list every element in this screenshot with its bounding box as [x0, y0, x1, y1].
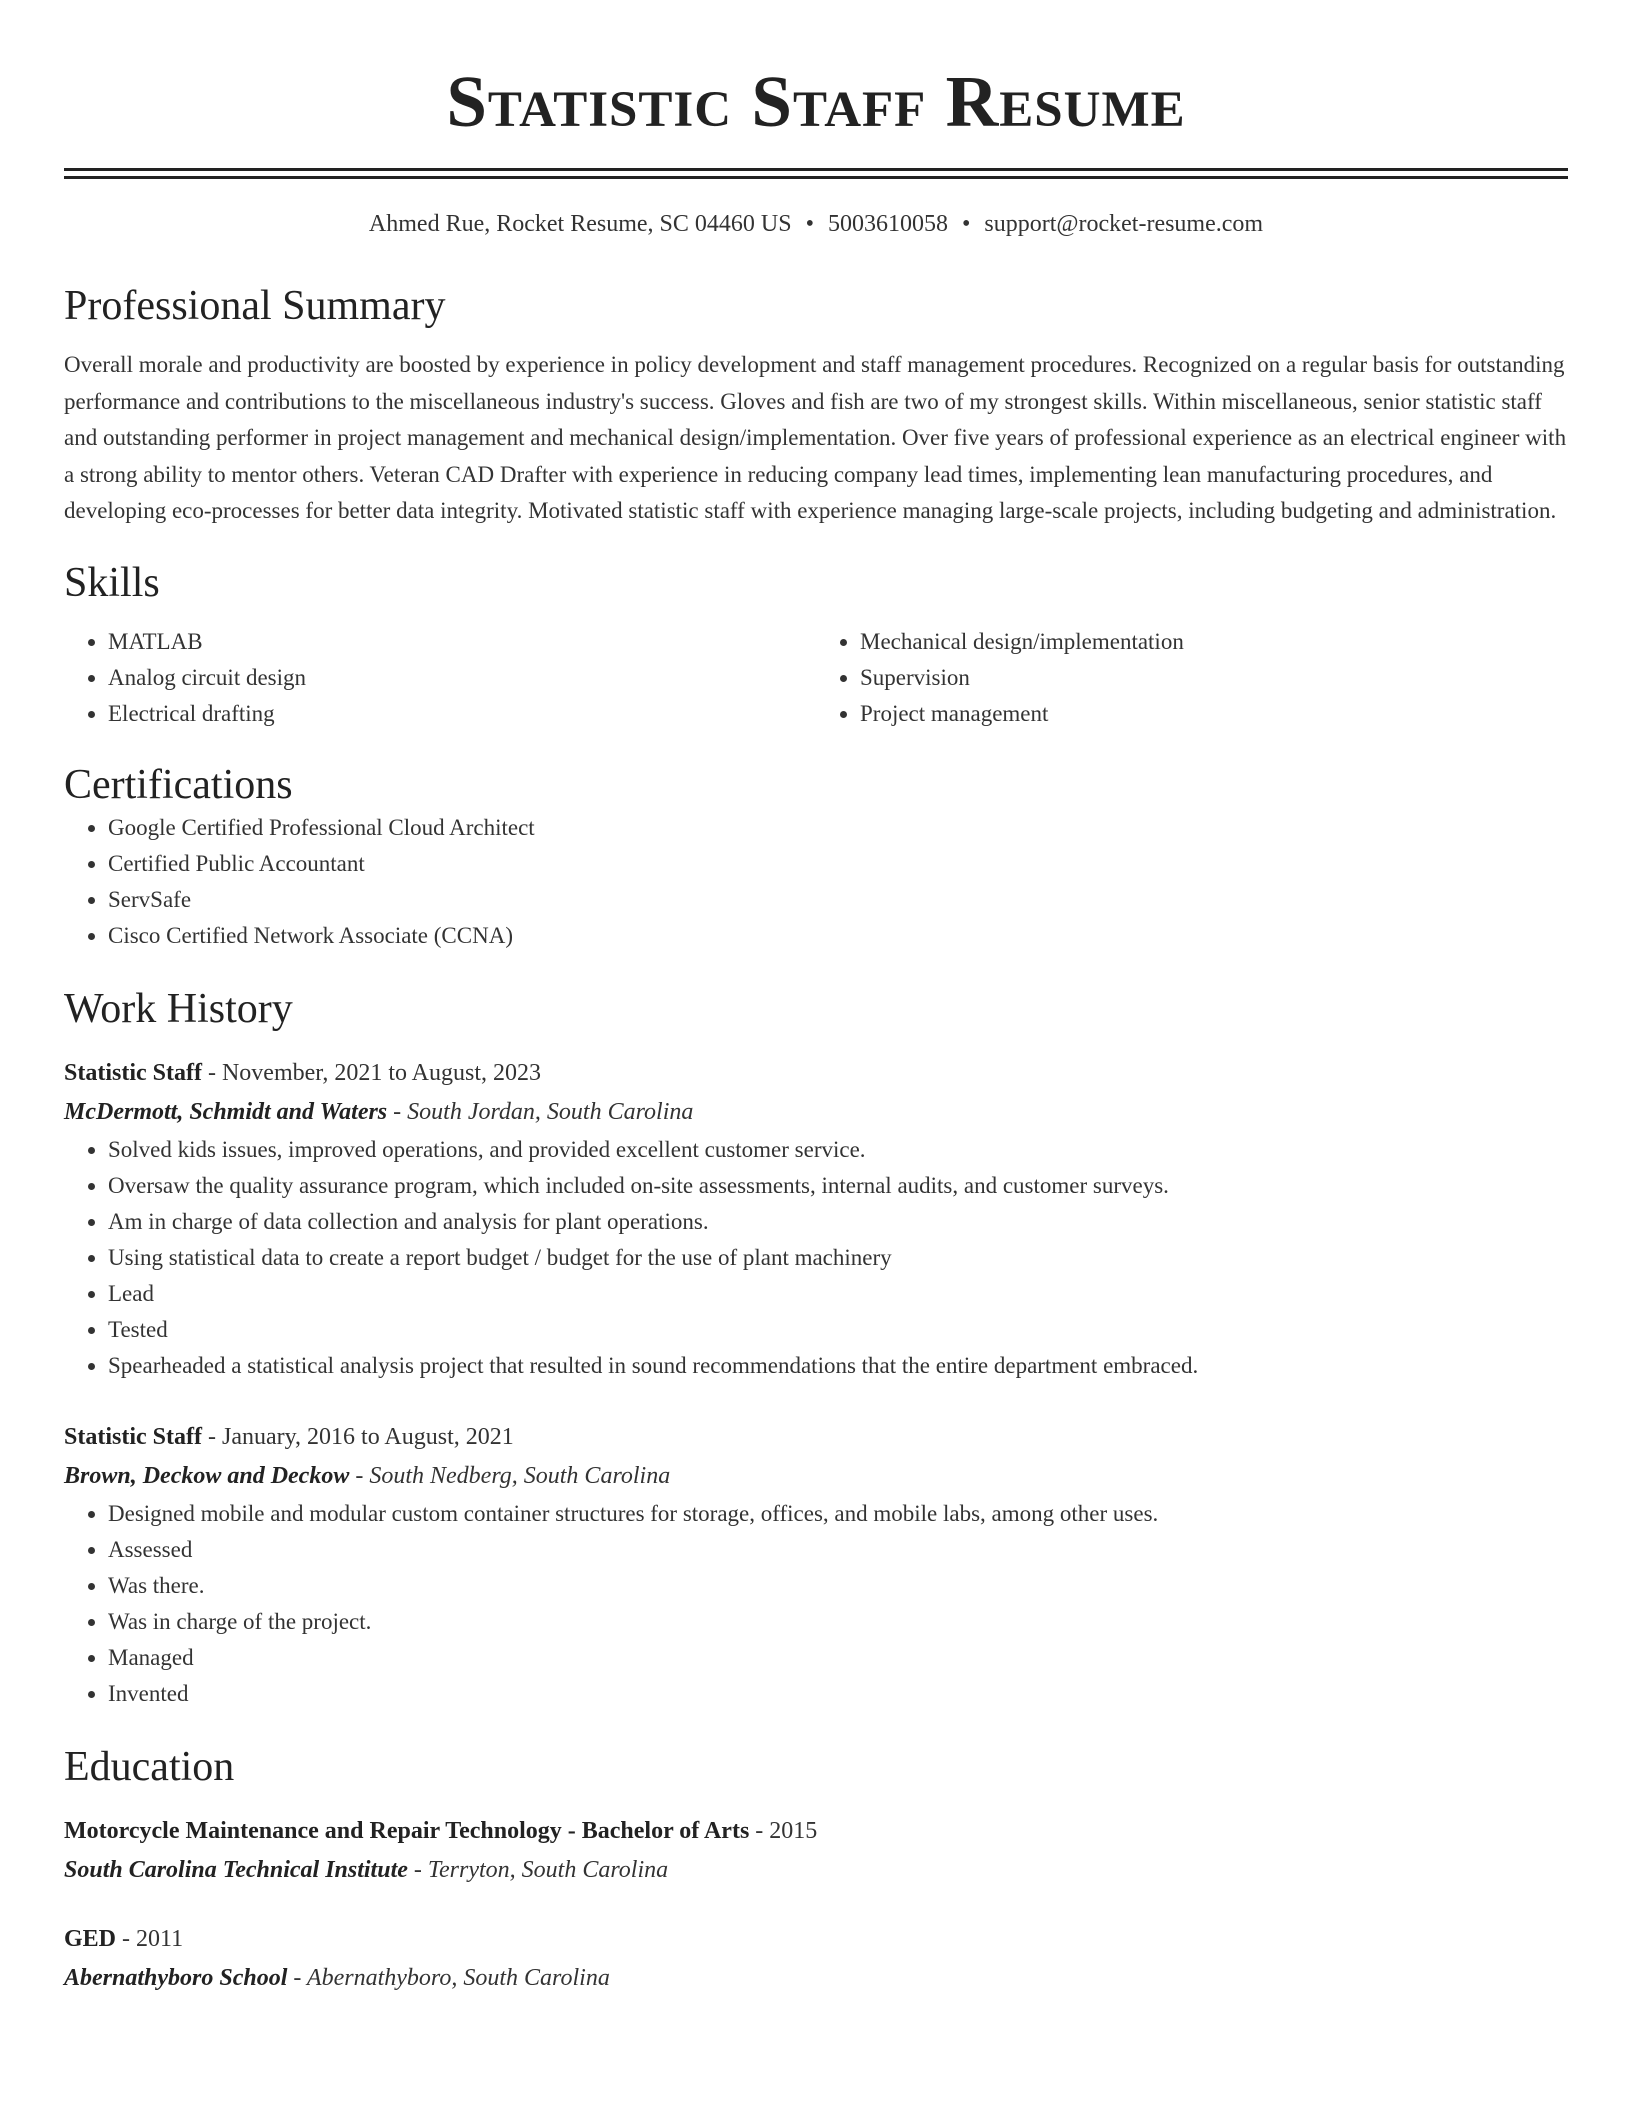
job-duty: • Was in charge of the project. [108, 1604, 1568, 1640]
job-entry [64, 1054, 1568, 1384]
company-name: McDermott, Schmidt and Waters [64, 1098, 388, 1125]
skill-item: • Electrical drafting [108, 696, 816, 732]
contact-email: support@rocket-resume.com [984, 211, 1264, 237]
job-duty: • Spearheaded a statistical analysis project that resulted in sound recommendations that the entire department embraced. [108, 1348, 1568, 1384]
school-location: - Abernathyboro, South Carolina [287, 1964, 610, 1991]
job-duty: • Using statistical data to create a report budget / budget for the use of plant machinery [108, 1240, 1568, 1276]
degree-name: Motorcycle Maintenance and Repair Technology - Bachelor of Arts [64, 1817, 750, 1844]
degree-line [64, 1812, 1568, 1851]
contact-separator: • [805, 211, 814, 237]
skills-list-right [816, 624, 1568, 732]
certification-item: • Cisco Certified Network Associate (CCNA) [108, 918, 1568, 954]
title-divider [64, 168, 1568, 179]
school-line [64, 1959, 1568, 1998]
education-heading: Education [64, 1743, 235, 1790]
degree-line [64, 1920, 1568, 1959]
education-entry [64, 1812, 1568, 1890]
summary-text: Overall morale and productivity are boosted by experience in policy development and staff management procedures. Recognized on a regular basis for outstanding performance and contributions to the miscellaneous industry's success. Gloves and fish are two of my strongest skills. Within miscellaneous, senior statistic staff and outstanding performer in project management and mechanical design/implementation. Over five years of professional experience as an electrical engineer with a strong ability to mentor others. Veteran CAD Drafter with experience in reducing company lead times, implementing lean manufacturing procedures, and developing eco-processes for better data integrity. Motivated statistic staff with experience managing large-scale projects, including budgeting and administration. [64, 352, 1567, 523]
summary-heading: Professional Summary [64, 283, 446, 329]
job-entry [64, 1418, 1568, 1712]
school-location: - Terryton, South Carolina [407, 1856, 669, 1883]
job-title: Statistic Staff [64, 1059, 202, 1086]
certification-item: • Certified Public Accountant [108, 846, 1568, 882]
contact-address: Ahmed Rue, Rocket Resume, SC 04460 US [368, 211, 792, 237]
skills-list-left [64, 624, 816, 732]
school-name: Abernathyboro School [64, 1964, 288, 1991]
job-duty: • Oversaw the quality assurance program, which included on-site assessments, internal audits, and customer surveys. [108, 1168, 1568, 1204]
contact-phone: 5003610058 [827, 211, 948, 237]
job-title-line [64, 1418, 1568, 1457]
job-duty: • Assessed [108, 1532, 1568, 1568]
job-title-line [64, 1054, 1568, 1093]
job-dates: - November, 2021 to August, 2023 [201, 1059, 541, 1086]
graduation-year: - 2015 [749, 1817, 818, 1844]
certifications-list [64, 810, 1568, 954]
skill-item: • Mechanical design/implementation [860, 624, 1568, 660]
job-duty: • Was there. [108, 1568, 1568, 1604]
company-location: - South Jordan, South Carolina [387, 1098, 694, 1125]
skills-heading: Skills [64, 559, 160, 606]
resume-title: Statistic Staff Resume [446, 61, 1186, 142]
job-duty: • Solved kids issues, improved operations, and provided excellent customer service. [108, 1132, 1568, 1168]
contact-line [64, 209, 1568, 239]
job-duty: • Am in charge of data collection and analysis for plant operations. [108, 1204, 1568, 1240]
job-duty: • Managed [108, 1640, 1568, 1676]
job-duty: • Designed mobile and modular custom container structures for storage, offices, and mobile labs, among other uses. [108, 1496, 1568, 1532]
certification-item: • ServSafe [108, 882, 1568, 918]
company-location: - South Nedberg, South Carolina [349, 1462, 671, 1489]
company-name: Brown, Deckow and Deckow [64, 1462, 350, 1489]
company-line [64, 1093, 1568, 1132]
job-duty: • Invented [108, 1676, 1568, 1712]
school-name: South Carolina Technical Institute [64, 1856, 408, 1883]
degree-name: GED [64, 1925, 117, 1952]
school-line [64, 1851, 1568, 1890]
skills-grid [64, 624, 1568, 732]
contact-separator: • [961, 211, 971, 237]
job-duties-list [64, 1132, 1568, 1384]
job-duties-list [64, 1496, 1568, 1712]
work-history-heading: Work History [64, 985, 293, 1032]
job-dates: - January, 2016 to August, 2021 [201, 1423, 514, 1450]
job-duty: • Lead [108, 1276, 1568, 1312]
job-duty: • Tested [108, 1312, 1568, 1348]
skill-item: • Analog circuit design [108, 660, 816, 696]
skill-item: • Supervision [860, 660, 1568, 696]
education-entry [64, 1920, 1568, 1998]
company-line [64, 1457, 1568, 1496]
skill-item: • MATLAB [108, 624, 816, 660]
skill-item: • Project management [860, 696, 1568, 732]
certification-item: • Google Certified Professional Cloud Architect [108, 810, 1568, 846]
job-title: Statistic Staff [64, 1423, 202, 1450]
certifications-heading: Certifications [64, 761, 293, 808]
graduation-year: - 2011 [116, 1925, 184, 1952]
